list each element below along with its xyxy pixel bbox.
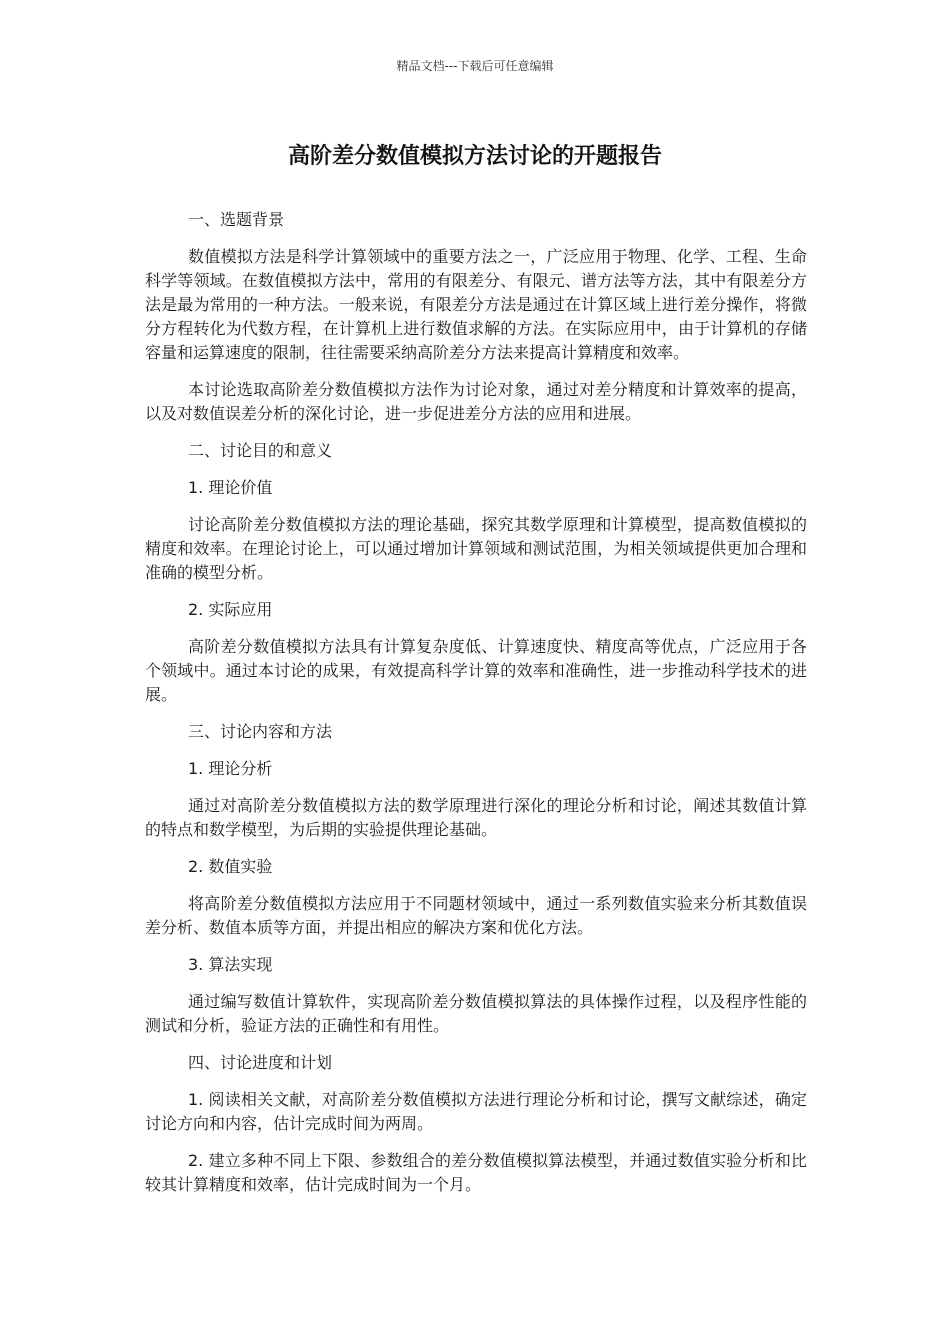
- paragraph-theory-value: 讨论高阶差分数值模拟方法的理论基础，探究其数学原理和计算模型，提高数值模拟的精度和效率。在理论讨论上，可以通过增加计算领域和测试范围，为相关领域提供更加合理和准确的模型分析。: [145, 515, 807, 582]
- paragraph-theory-analysis: 通过对高阶差分数值模拟方法的数学原理进行深化的理论分析和讨论，阐述其数值计算的特点和数学模型，为后期的实验提供理论基础。: [145, 796, 807, 839]
- subheading-numerical-experiments: 2. 数值实验: [188, 857, 273, 876]
- document-body: [145, 208, 807, 1210]
- paragraph-background-1: 数值模拟方法是科学计算领域中的重要方法之一，广泛应用于物理、化学、工程、生命科学等领域。在数值模拟方法中，常用的有限差分、有限元、谱方法等方法，其中有限差分方法是最为常用的一种方法。一般来说，有限差分方法是通过在计算区域上进行差分操作，将微分方程转化为代数方程，在计算机上进行数值求解的方法。在实际应用中，由于计算机的存储容量和运算速度的限制，往往需要采纳高阶差分方法来提高计算精度和效率。: [145, 247, 807, 362]
- paragraph-schedule-1: 1. 阅读相关文献，对高阶差分数值模拟方法进行理论分析和讨论，撰写文献综述，确定讨论方向和内容，估计完成时间为两周。: [145, 1090, 807, 1133]
- header-note: 精品文档---下载后可任意编辑: [396, 59, 554, 73]
- document-title: 高阶差分数值模拟方法讨论的开题报告: [287, 144, 662, 169]
- paragraph-background-2: 本讨论选取高阶差分数值模拟方法作为讨论对象，通过对差分精度和计算效率的提高，以及对数值误差分析的深化讨论，进一步促进差分方法的应用和进展。: [145, 380, 807, 423]
- section-heading-purpose: 二、讨论目的和意义: [188, 441, 333, 460]
- paragraph-schedule-2: 2. 建立多种不同上下限、参数组合的差分数值模拟算法模型，并通过数值实验分析和比较其计算精度和效率，估计完成时间为一个月。: [145, 1151, 807, 1194]
- paragraph-practical-use: 高阶差分数值模拟方法具有计算复杂度低、计算速度快、精度高等优点，广泛应用于各个领域中。通过本讨论的成果，有效提高科学计算的效率和准确性，进一步推动科学技术的进展。: [145, 637, 807, 704]
- paragraph-numerical-experiments: 将高阶差分数值模拟方法应用于不同题材领域中，通过一系列数值实验来分析其数值误差分析、数值本质等方面，并提出相应的解决方案和优化方法。: [145, 894, 807, 937]
- section-heading-background: 一、选题背景: [188, 210, 285, 229]
- section-heading-schedule: 四、讨论进度和计划: [188, 1053, 333, 1072]
- section-heading-content-methods: 三、讨论内容和方法: [188, 722, 333, 741]
- subheading-algorithm-implementation: 3. 算法实现: [188, 955, 273, 974]
- subheading-practical-use: 2. 实际应用: [188, 600, 273, 619]
- paragraph-algorithm-implementation: 通过编写数值计算软件，实现高阶差分数值模拟算法的具体操作过程，以及程序性能的测试和分析，验证方法的正确性和有用性。: [145, 992, 807, 1035]
- subheading-theory-analysis: 1. 理论分析: [188, 759, 273, 778]
- subheading-theory-value: 1. 理论价值: [188, 478, 273, 497]
